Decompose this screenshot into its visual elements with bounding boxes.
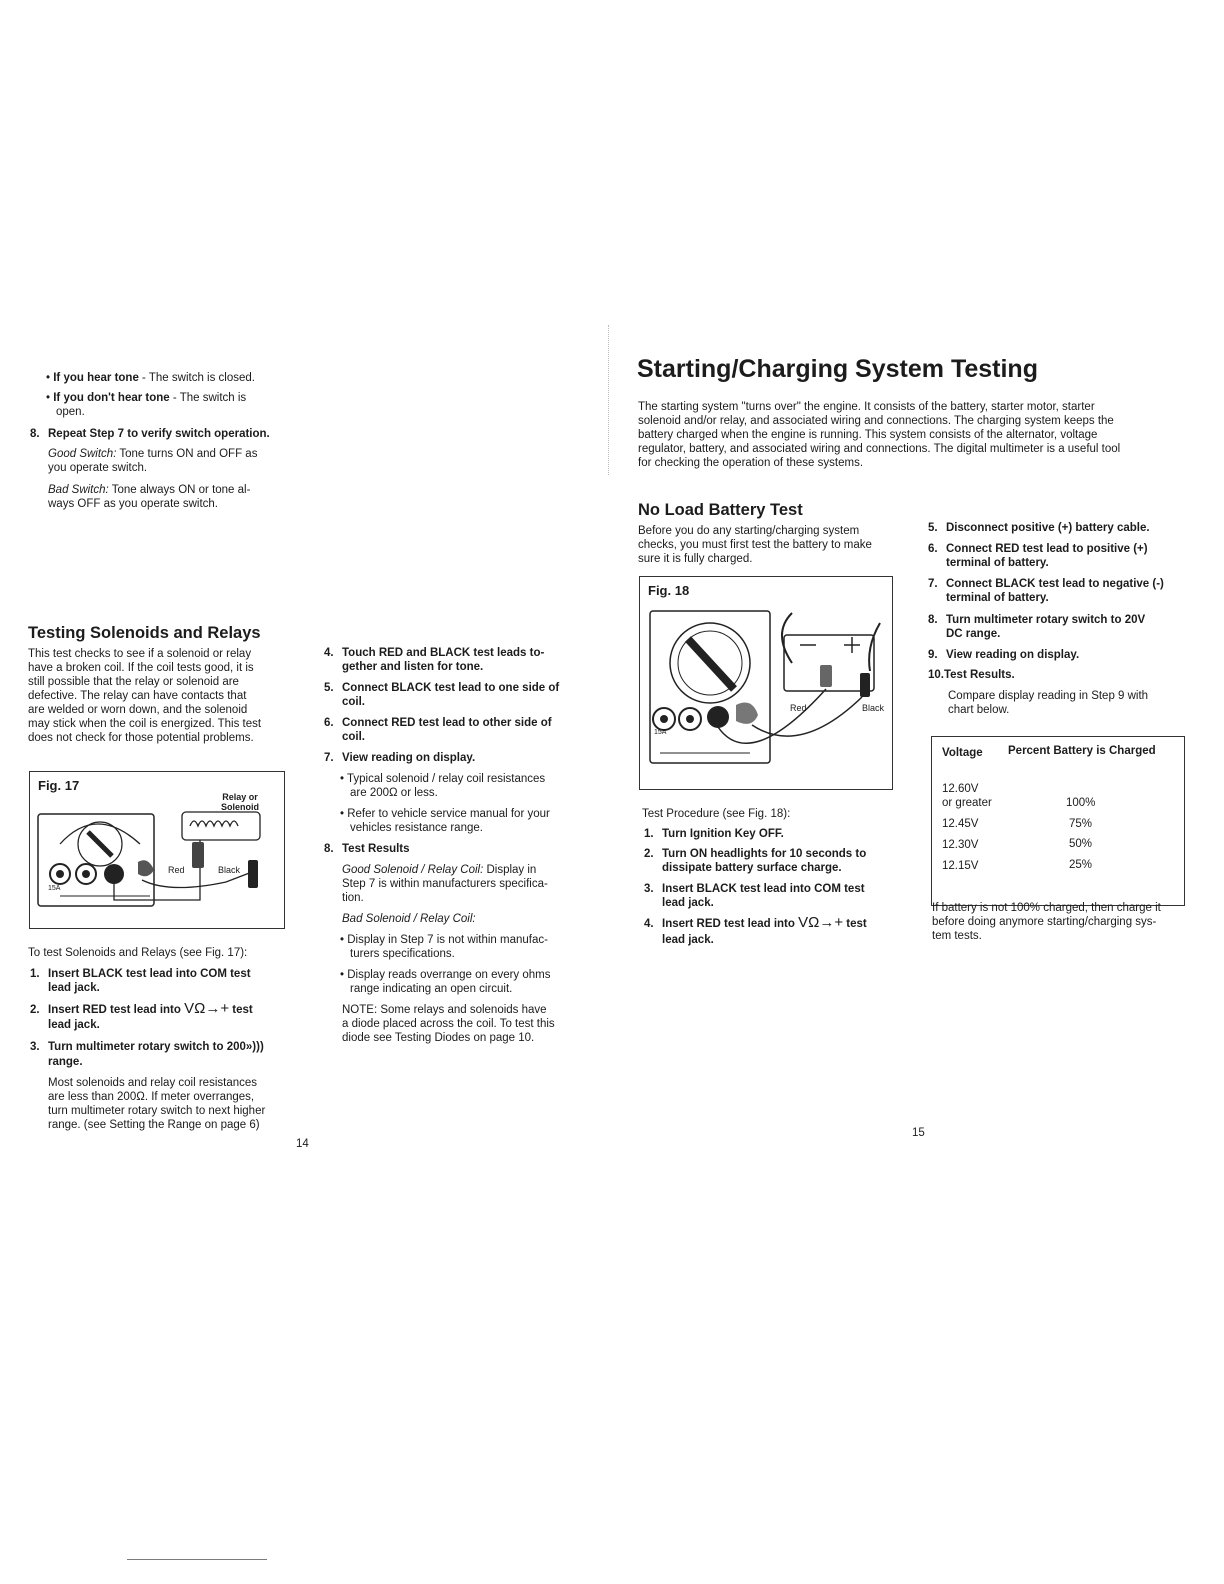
note-line: a diode placed across the coil. To test this bbox=[342, 1018, 555, 1030]
section-heading-battery: No Load Battery Test bbox=[638, 501, 803, 519]
step-4 bbox=[324, 646, 584, 660]
intro-line: regulator, battery, and associated wiring and connections. The digital multimeter is a useful tool bbox=[638, 443, 1121, 455]
gutter-divider bbox=[608, 325, 609, 475]
step-3 bbox=[644, 882, 904, 896]
good-solenoid-text: tion. bbox=[342, 892, 364, 904]
table-cell-percent: 100% bbox=[1066, 797, 1096, 809]
step-text: Repeat Step 7 to verify switch operation. bbox=[48, 428, 270, 440]
step-number: 6. bbox=[928, 543, 938, 555]
bullet-line: Typical solenoid / relay coil resistances bbox=[347, 773, 546, 785]
good-switch-label: Good Switch: bbox=[48, 448, 117, 460]
step-number: 6. bbox=[324, 717, 334, 729]
relay-label-line: Solenoid bbox=[221, 802, 259, 812]
step-text: Touch RED and BLACK test leads to- bbox=[342, 647, 545, 659]
step-text: View reading on display. bbox=[946, 649, 1080, 661]
page-15-intro bbox=[638, 400, 1186, 470]
step-text: Insert RED test lead into bbox=[662, 918, 799, 930]
procedure-intro: Test Procedure (see Fig. 18): bbox=[642, 808, 791, 820]
bad-switch bbox=[48, 483, 250, 497]
step-text: Connect RED test lead to other side of bbox=[342, 717, 552, 729]
figure-18 bbox=[639, 576, 893, 790]
v-ohm-diode-symbol: VΩ→+ bbox=[798, 914, 844, 931]
step-text: Connect BLACK test lead to negative (-) bbox=[946, 578, 1164, 590]
good-switch-text: Tone turns ON and OFF as bbox=[116, 448, 258, 460]
step-text: Insert RED test lead into bbox=[48, 1004, 185, 1016]
step-number: 3. bbox=[644, 883, 654, 895]
bullet-hear-tone-text: - The switch is closed. bbox=[138, 372, 255, 384]
bad-switch-text-2: ways OFF as you operate switch. bbox=[48, 498, 219, 510]
step-text-2: lead jack. bbox=[48, 982, 100, 994]
step-2 bbox=[30, 1002, 300, 1017]
step-9 bbox=[928, 648, 1079, 662]
table-cell-voltage-2: or greater bbox=[942, 797, 992, 809]
good-solenoid-text: Step 7 is within manufacturers specifica- bbox=[342, 878, 548, 890]
bad-bullet-2: • Display reads overrange on every ohms range indicating an open circuit. bbox=[340, 968, 590, 996]
figure-18-label: Fig. 18 bbox=[648, 583, 690, 598]
bullet-no-tone-text-2: open. bbox=[56, 406, 85, 418]
good-solenoid-text: Display in bbox=[483, 864, 537, 876]
good-switch-text-2: you operate switch. bbox=[48, 462, 148, 474]
step-text: Connect BLACK test lead to one side of bbox=[342, 682, 560, 694]
step-3 bbox=[30, 1040, 300, 1054]
page-number-14: 14 bbox=[296, 1138, 309, 1150]
bullet-no-tone-text: - The switch is bbox=[169, 392, 247, 404]
step-number: 8. bbox=[30, 428, 40, 440]
intro-line: solenoid and/or relay, and associated wiring and connections. The charging system keeps the bbox=[638, 415, 1114, 427]
step-text-2: range. bbox=[48, 1056, 83, 1068]
figure-17-label: Fig. 17 bbox=[38, 778, 80, 793]
step-number: 5. bbox=[928, 522, 938, 534]
intro-line: Before you do any starting/charging system bbox=[638, 525, 860, 537]
figure-18-red-label: Red bbox=[790, 703, 807, 713]
compare-line: chart below. bbox=[948, 704, 1010, 716]
note-line: diode see Testing Diodes on page 10. bbox=[342, 1032, 535, 1044]
step-text-2: terminal of battery. bbox=[946, 592, 1049, 604]
bullet-no-tone-bold: If you don't hear tone bbox=[53, 392, 170, 404]
figure-17-red-label: Red bbox=[168, 865, 185, 875]
step-text-2: gether and listen for tone. bbox=[342, 661, 484, 673]
figure-17-black-label: Black bbox=[218, 865, 241, 875]
bullet-hear-tone: • If you hear tone - The switch is closed. bbox=[46, 372, 255, 384]
intro-line: are welded or worn down, and the solenoid bbox=[28, 704, 248, 716]
compare-note bbox=[948, 689, 1188, 717]
bullet-line: Display in Step 7 is not within manufac- bbox=[347, 934, 548, 946]
step-number: 1. bbox=[30, 968, 40, 980]
diode-note bbox=[342, 1003, 592, 1045]
bullet-line: Refer to vehicle service manual for your bbox=[347, 808, 550, 820]
intro-line: battery charged when the engine is running. This system consists of the alternator, voltage bbox=[638, 429, 1098, 441]
step-text-2: DC range. bbox=[946, 628, 1001, 640]
bad-switch-label: Bad Switch: bbox=[48, 484, 109, 496]
page-title: Starting/Charging System Testing bbox=[637, 355, 1038, 383]
step-number: 7. bbox=[324, 752, 334, 764]
figure-18-black-label: Black bbox=[862, 703, 885, 713]
step-8-repeat bbox=[30, 427, 270, 441]
step-text-2: coil. bbox=[342, 696, 366, 708]
section-heading-solenoids: Testing Solenoids and Relays bbox=[28, 624, 261, 642]
note-line: Most solenoids and relay coil resistances bbox=[48, 1077, 258, 1089]
good-solenoid bbox=[342, 863, 592, 905]
step-text-2: terminal of battery. bbox=[946, 557, 1049, 569]
step-4 bbox=[644, 916, 914, 931]
step-text-2: coil. bbox=[342, 731, 366, 743]
table-header-voltage: Voltage bbox=[942, 747, 983, 759]
step-number: 9. bbox=[928, 649, 938, 661]
step-text: Turn Ignition Key OFF. bbox=[662, 828, 784, 840]
figure-17-15a-label: 15A bbox=[48, 885, 61, 892]
bad-switch-text: Tone always ON or tone al- bbox=[108, 484, 251, 496]
bullet-line: turers specifications. bbox=[350, 948, 455, 960]
figure-17 bbox=[29, 771, 285, 929]
table-cell-percent: 75% bbox=[1069, 818, 1093, 830]
good-switch bbox=[48, 447, 257, 461]
step-text-2: lead jack. bbox=[662, 934, 714, 946]
step-3-note bbox=[48, 1076, 292, 1132]
procedure-intro: To test Solenoids and Relays (see Fig. 17): bbox=[28, 947, 248, 959]
step-text-2: lead jack. bbox=[662, 897, 714, 909]
step-text: Turn ON headlights for 10 seconds to bbox=[662, 848, 867, 860]
step-number: 5. bbox=[324, 682, 334, 694]
bullet-refer: • Refer to vehicle service manual for your vehicles resistance range. bbox=[340, 807, 590, 835]
step-number: 2. bbox=[30, 1004, 40, 1016]
table-cell-percent: 50% bbox=[1069, 838, 1093, 850]
intro-line: The starting system "turns over" the engine. It consists of the battery, starter motor, starter bbox=[638, 401, 1095, 413]
step-text: View reading on display. bbox=[342, 752, 476, 764]
step-text: Disconnect positive (+) battery cable. bbox=[946, 522, 1150, 534]
step-text: Turn multimeter rotary switch to 20V bbox=[946, 614, 1146, 626]
bullet-no-tone: • If you don't hear tone - The switch is bbox=[46, 392, 247, 404]
step-7 bbox=[324, 751, 475, 765]
scan-artifact-line bbox=[127, 1559, 267, 1560]
bad-solenoid-label: Bad Solenoid / Relay Coil: bbox=[342, 913, 476, 925]
intro-line: sure it is fully charged. bbox=[638, 553, 753, 565]
after-line: If battery is not 100% charged, then charge it bbox=[932, 902, 1161, 914]
table-cell-voltage: 12.30V bbox=[942, 839, 979, 851]
step-10: 10.Test Results. bbox=[928, 669, 1015, 681]
step-number: 2. bbox=[644, 848, 654, 860]
step-1 bbox=[30, 967, 290, 981]
bullet-line: Display reads overrange on every ohms bbox=[347, 969, 551, 981]
intro-line: checks, you must first test the battery to make bbox=[638, 539, 872, 551]
step-text-2: lead jack. bbox=[48, 1019, 100, 1031]
step-text: Insert BLACK test lead into COM test bbox=[48, 968, 251, 980]
intro-line: does not check for those potential problems. bbox=[28, 732, 254, 744]
bad-bullet-1: • Display in Step 7 is not within manufac- turers specifications. bbox=[340, 933, 590, 961]
step-number: 3. bbox=[30, 1041, 40, 1053]
step-8 bbox=[928, 613, 1188, 627]
bullet-hear-tone-bold: If you hear tone bbox=[53, 372, 139, 384]
multimeter-drawing bbox=[30, 772, 284, 928]
note-line: are less than 200Ω. If meter overranges, bbox=[48, 1091, 255, 1103]
bullet-line: vehicles resistance range. bbox=[350, 822, 483, 834]
table-cell-voltage: 12.15V bbox=[942, 860, 979, 872]
table-cell-percent: 25% bbox=[1069, 859, 1093, 871]
step-5 bbox=[928, 521, 1188, 535]
multimeter-battery-drawing bbox=[640, 577, 892, 789]
step-number: 7. bbox=[928, 578, 938, 590]
relay-label-line: Relay or bbox=[222, 792, 258, 802]
battery-intro bbox=[638, 524, 898, 566]
intro-line: still possible that the relay or solenoid are bbox=[28, 676, 239, 688]
step-text-2: dissipate battery surface charge. bbox=[662, 862, 842, 874]
intro-line: defective. The relay can have contacts that bbox=[28, 690, 247, 702]
good-solenoid-label: Good Solenoid / Relay Coil: bbox=[342, 864, 484, 876]
table-header-percent: Percent Battery is Charged bbox=[1008, 745, 1156, 757]
step-1 bbox=[644, 827, 784, 841]
step-number: 4. bbox=[644, 918, 654, 930]
step-text: Connect RED test lead to positive (+) bbox=[946, 543, 1148, 555]
step-8-results bbox=[324, 842, 410, 856]
after-line: tem tests. bbox=[932, 930, 982, 942]
intro-line: for checking the operation of these systems. bbox=[638, 457, 864, 469]
page-number-15: 15 bbox=[912, 1127, 925, 1139]
note-line: range. (see Setting the Range on page 6) bbox=[48, 1119, 260, 1131]
after-note bbox=[932, 901, 1192, 943]
after-line: before doing anymore starting/charging sys- bbox=[932, 916, 1157, 928]
figure-18-15a-label: 15A bbox=[654, 729, 667, 736]
step-number: 8. bbox=[324, 843, 334, 855]
note-line: turn multimeter rotary switch to next higher bbox=[48, 1105, 266, 1117]
table-cell-voltage: 12.45V bbox=[942, 818, 979, 830]
step-2 bbox=[644, 847, 904, 861]
step-text: Insert BLACK test lead into COM test bbox=[662, 883, 865, 895]
v-ohm-diode-symbol: VΩ→+ bbox=[184, 1000, 230, 1017]
step-text: Turn multimeter rotary switch to 200»))) bbox=[48, 1041, 264, 1053]
step-6 bbox=[928, 542, 1188, 556]
step-number: 4. bbox=[324, 647, 334, 659]
intro-line: may stick when the coil is energized. This test bbox=[28, 718, 262, 730]
compare-line: Compare display reading in Step 9 with bbox=[948, 690, 1149, 702]
bullet-typical: • Typical solenoid / relay coil resistances are 200Ω or less. bbox=[340, 772, 590, 800]
step-text: test bbox=[229, 1004, 253, 1016]
note-line: NOTE: Some relays and solenoids have bbox=[342, 1004, 547, 1016]
battery-charge-table bbox=[931, 736, 1185, 906]
step-6 bbox=[324, 716, 594, 730]
step-5 bbox=[324, 681, 594, 695]
step-text: test bbox=[843, 918, 867, 930]
bullet-line: are 200Ω or less. bbox=[350, 787, 438, 799]
step-7 bbox=[928, 577, 1188, 591]
intro-line: have a broken coil. If the coil tests good, it is bbox=[28, 662, 254, 674]
step-number: 1. bbox=[644, 828, 654, 840]
step-number: 8. bbox=[928, 614, 938, 626]
bullet-line: range indicating an open circuit. bbox=[350, 983, 513, 995]
step-text: Test Results bbox=[342, 843, 410, 855]
table-cell-voltage: 12.60V bbox=[942, 783, 979, 795]
solenoids-intro bbox=[28, 647, 290, 745]
intro-line: This test checks to see if a solenoid or relay bbox=[28, 648, 252, 660]
